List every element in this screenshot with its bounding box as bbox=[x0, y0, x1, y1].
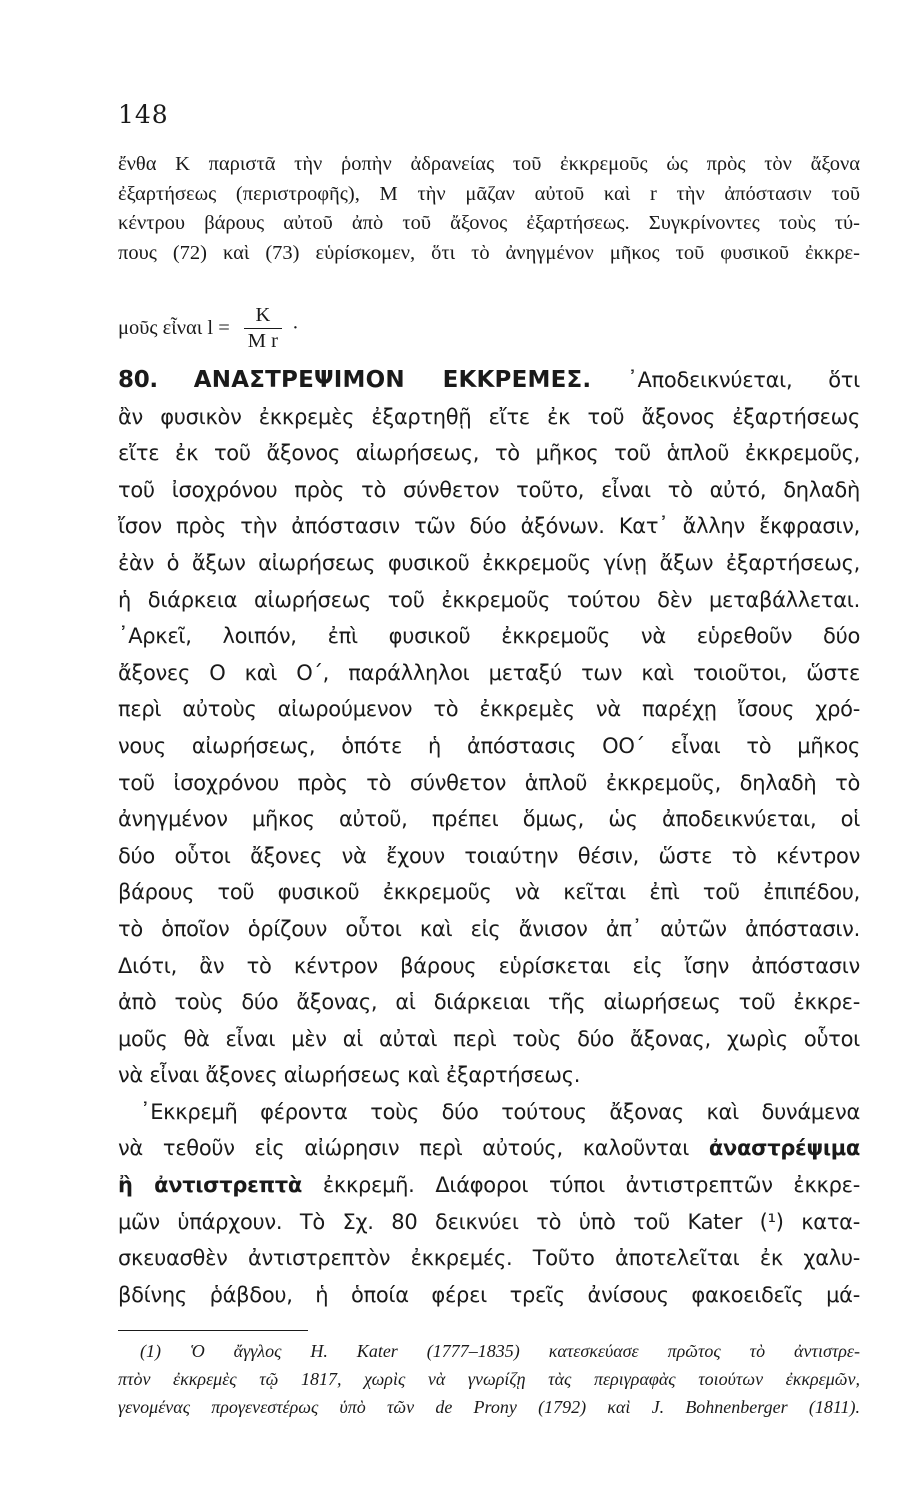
intro-paragraph bbox=[118, 150, 860, 268]
text-line: πους (72) καὶ (73) εὑρίσκομεν, ὅτι τὸ ἀνηγμένον μῆκος τοῦ φυσικοῦ ἐκκρε- bbox=[118, 241, 860, 264]
formula-fraction bbox=[244, 305, 282, 351]
text-line: τὸ ὁποῖον ὁρίζουν οὗτοι καὶ εἰς ἄνισον ἀπ᾿ αὐτῶν ἀπόστασιν. bbox=[118, 916, 860, 941]
section-number: 80. bbox=[118, 367, 158, 393]
text-line: μοῦς θὰ εἶναι μὲν αἱ αὐταὶ περὶ τοὺς δύο ἄξονας, χωρὶς οὗτοι bbox=[118, 1026, 860, 1051]
text-line: περὶ αὐτοὺς αἰωρούμενον τὸ ἐκκρεμὲς νὰ παρέχῃ ἴσους χρό- bbox=[118, 697, 860, 722]
text-line: τοῦ ἰσοχρόνου πρὸς τὸ σύνθετον ἁπλοῦ ἐκκρεμοῦς, δηλαδὴ τὸ bbox=[118, 770, 860, 795]
text-line bbox=[118, 1167, 860, 1204]
text-line: νους αἰωρήσεως, ὁπότε ἡ ἀπόστασις OO΄ εἶναι τὸ μῆκος bbox=[118, 733, 860, 758]
formula-suffix: · bbox=[291, 316, 299, 339]
text-line: ἀνηγμένον μῆκος αὐτοῦ, πρέπει ὅμως, ὡς ἀποδεικνύεται, οἱ bbox=[118, 807, 860, 832]
text-fragment: νὰ τεθοῦν εἰς αἰώρησιν περὶ αὐτούς, καλοῦνται bbox=[118, 1136, 689, 1161]
text-line: βδίνης ῥάβδου, ἡ ὁποία φέρει τρεῖς ἀνίσους φακοειδεῖς μά- bbox=[118, 1282, 860, 1307]
section-title: ΑΝΑΣΤΡΕΨΙΜΟΝ ΕΚΚΡΕΜΕΣ. bbox=[193, 367, 592, 393]
text-fragment: ἐκκρεμῆ. Διάφοροι τύποι ἀντιστρεπτῶν ἐκκρε- bbox=[322, 1173, 860, 1198]
text-line: ᾿Αποδεικνύεται, ὅτι bbox=[627, 368, 860, 392]
text-line: σκευασθὲν ἀντιστρεπτὸν ἐκκρεμές. Τοῦτο ἀποτελεῖται ἐκ χαλυ- bbox=[118, 1246, 860, 1271]
text-line: δύο οὗτοι ἄξονες νὰ ἔχουν τοιαύτην θέσιν, ὥστε τὸ κέντρον bbox=[118, 843, 860, 868]
term-antistrepta: ἢ ἀντιστρεπτὰ bbox=[118, 1173, 303, 1198]
text-line: ἀπὸ τοὺς δύο ἄξονας, αἱ διάρκειαι τῆς αἰωρήσεως τοῦ ἐκκρε- bbox=[118, 990, 860, 1015]
text-line: τοῦ ἰσοχρόνου πρὸς τὸ σύνθετον τοῦτο, εἶναι τὸ αὐτό, δηλαδὴ bbox=[118, 477, 860, 502]
formula-line bbox=[118, 305, 299, 351]
footnote-divider bbox=[118, 1330, 308, 1331]
text-line: ἐξαρτήσεως (περιστροφῆς), M τὴν μᾶζαν αὐτοῦ καὶ r τὴν ἀπόστασιν τοῦ bbox=[118, 182, 860, 205]
text-line: ἂν φυσικὸν ἐκκρεμὲς ἐξαρτηθῇ εἴτε ἐκ τοῦ ἄξονος ἐξαρτήσεως bbox=[118, 404, 860, 429]
term-anastrepsima: ἀναστρέψιμα bbox=[708, 1136, 860, 1161]
formula-numerator: K bbox=[255, 304, 271, 326]
text-line: ᾿Εκκρεμῆ φέροντα τοὺς δύο τούτους ἄξονας καὶ δυνάμενα bbox=[140, 1099, 860, 1124]
text-line: εἴτε ἐκ τοῦ ἄξονος αἰωρήσεως, τὸ μῆκος τοῦ ἁπλοῦ ἐκκρεμοῦς, bbox=[118, 441, 860, 466]
text-line: Διότι, ἂν τὸ κέντρον βάρους εὑρίσκεται εἰς ἴσην ἀπόστασιν bbox=[118, 953, 860, 978]
section-heading-line bbox=[118, 362, 860, 399]
formula-denominator: M r bbox=[244, 328, 282, 352]
footnote-line: γενομένας προγενεστέρως ὑπὸ τῶν de Prony (1792) καὶ J. Bohnenberger (1811). bbox=[118, 1397, 860, 1417]
text-line: μῶν ὑπάρχουν. Τὸ Σχ. 80 δεικνύει τὸ ὑπὸ τοῦ Kater (¹) κατα- bbox=[118, 1209, 860, 1234]
page-number: 148 bbox=[118, 100, 169, 129]
text-line: ᾿Αρκεῖ, λοιπόν, ἐπὶ φυσικοῦ ἐκκρεμοῦς νὰ εὑρεθοῦν δύο bbox=[118, 624, 860, 649]
text-line: ἄξονες O καὶ O΄, παράλληλοι μεταξύ των καὶ τοιοῦτοι, ὥστε bbox=[118, 660, 860, 685]
text-line: ἴσον πρὸς τὴν ἀπόστασιν τῶν δύο ἀξόνων. Κατ᾿ ἄλλην ἔκφρασιν, bbox=[118, 514, 860, 539]
formula-prefix: μοῦς εἶναι l = bbox=[118, 316, 230, 339]
text-line: ἡ διάρκεια αἰωρήσεως τοῦ ἐκκρεμοῦς τούτου δὲν μεταβάλλεται. bbox=[118, 587, 860, 612]
text-line: νὰ εἶναι ἄξονες αἰωρήσεως καὶ ἐξαρτήσεως. bbox=[118, 1063, 581, 1088]
text-line: ἔνθα K παριστᾶ τὴν ῥοπὴν ἀδρανείας τοῦ ἐκκρεμοῦς ὡς πρὸς τὸν ἄξονα bbox=[118, 153, 860, 175]
footnote-line: πτὸν ἐκκρεμὲς τῷ 1817, χωρὶς νὰ γνωρίζῃ τὰς περιγραφὰς τοιούτων ἐκκρεμῶν, bbox=[118, 1369, 860, 1389]
text-line: βάρους τοῦ φυσικοῦ ἐκκρεμοῦς νὰ κεῖται ἐπὶ τοῦ ἐπιπέδου, bbox=[118, 880, 860, 905]
text-line: ἐὰν ὁ ἄξων αἰωρήσεως φυσικοῦ ἐκκρεμοῦς γίνῃ ἄξων ἐξαρτήσεως, bbox=[118, 550, 860, 575]
footnote-line: (1) Ὁ ἄγγλος H. Kater (1777–1835) κατεσκεύασε πρῶτος τὸ ἀντιστρε- bbox=[140, 1341, 860, 1361]
footnote bbox=[118, 1337, 860, 1421]
section-body bbox=[118, 362, 860, 1313]
text-line bbox=[118, 1130, 860, 1167]
text-line: κέντρου βάρους αὐτοῦ ἀπὸ τοῦ ἄξονος ἐξαρτήσεως. Συγκρίνοντες τοὺς τύ- bbox=[118, 212, 860, 234]
